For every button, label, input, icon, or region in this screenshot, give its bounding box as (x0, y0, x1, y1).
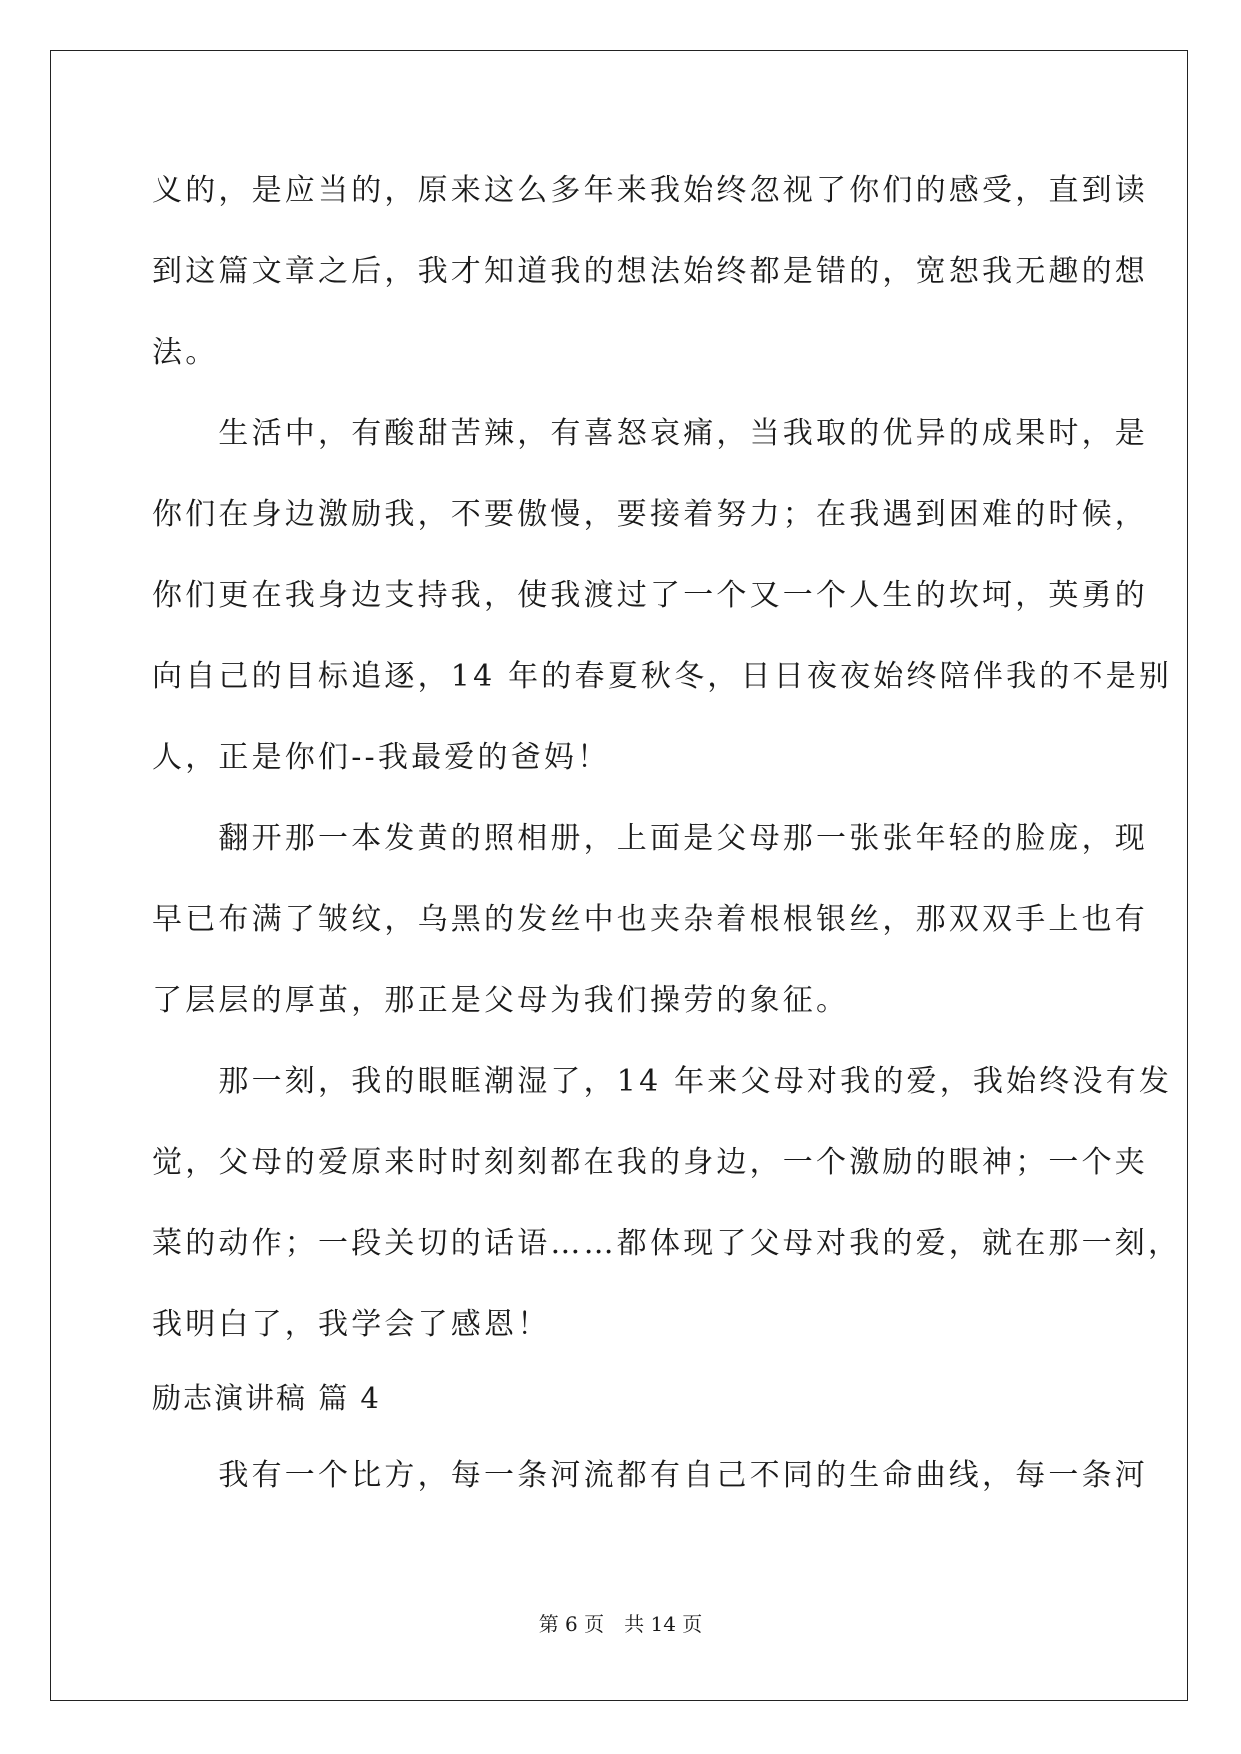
section-heading: 励志演讲稿 篇 4 (152, 1381, 381, 1415)
text-line: 我明白了，我学会了感恩！ (152, 1307, 551, 1342)
text-line: 翻开那一本发黄的照相册，上面是父母那一张张年轻的脸庞，现 (152, 821, 1148, 856)
text-line: 那一刻，我的眼眶潮湿了，14 年来父母对我的爱，我始终没有发 (152, 1064, 1173, 1099)
page-border (50, 50, 1188, 1701)
text-line: 人，正是你们--我最爱的爸妈！ (152, 740, 611, 775)
text-line: 到这篇文章之后，我才知道我的想法始终都是错的，宽恕我无趣的想 (152, 254, 1148, 289)
text-line: 向自己的目标追逐，14 年的春夏秋冬，日日夜夜始终陪伴我的不是别 (152, 659, 1173, 694)
text-line: 我有一个比方，每一条河流都有自己不同的生命曲线，每一条河 (152, 1458, 1148, 1493)
page-footer: 第 6 页 共 14 页 (538, 1612, 703, 1636)
text-line: 你们更在我身边支持我，使我渡过了一个又一个人生的坎坷，英勇的 (152, 578, 1148, 613)
text-line: 早已布满了皱纹，乌黑的发丝中也夹杂着根根银丝，那双双手上也有 (152, 902, 1148, 937)
text-line: 生活中，有酸甜苦辣，有喜怒哀痛，当我取的优异的成果时，是 (152, 416, 1148, 451)
text-line: 觉，父母的爱原来时时刻刻都在我的身边，一个激励的眼神；一个夹 (152, 1145, 1148, 1180)
text-line: 法。 (152, 335, 219, 370)
text-line: 了层层的厚茧，那正是父母为我们操劳的象征。 (152, 983, 850, 1018)
text-line: 菜的动作；一段关切的话语……都体现了父母对我的爱，就在那一刻， (152, 1226, 1182, 1261)
text-line: 义的，是应当的，原来这么多年来我始终忽视了你们的感受，直到读 (152, 173, 1148, 208)
text-line: 你们在身边激励我，不要傲慢，要接着努力；在我遇到困难的时候， (152, 497, 1148, 532)
